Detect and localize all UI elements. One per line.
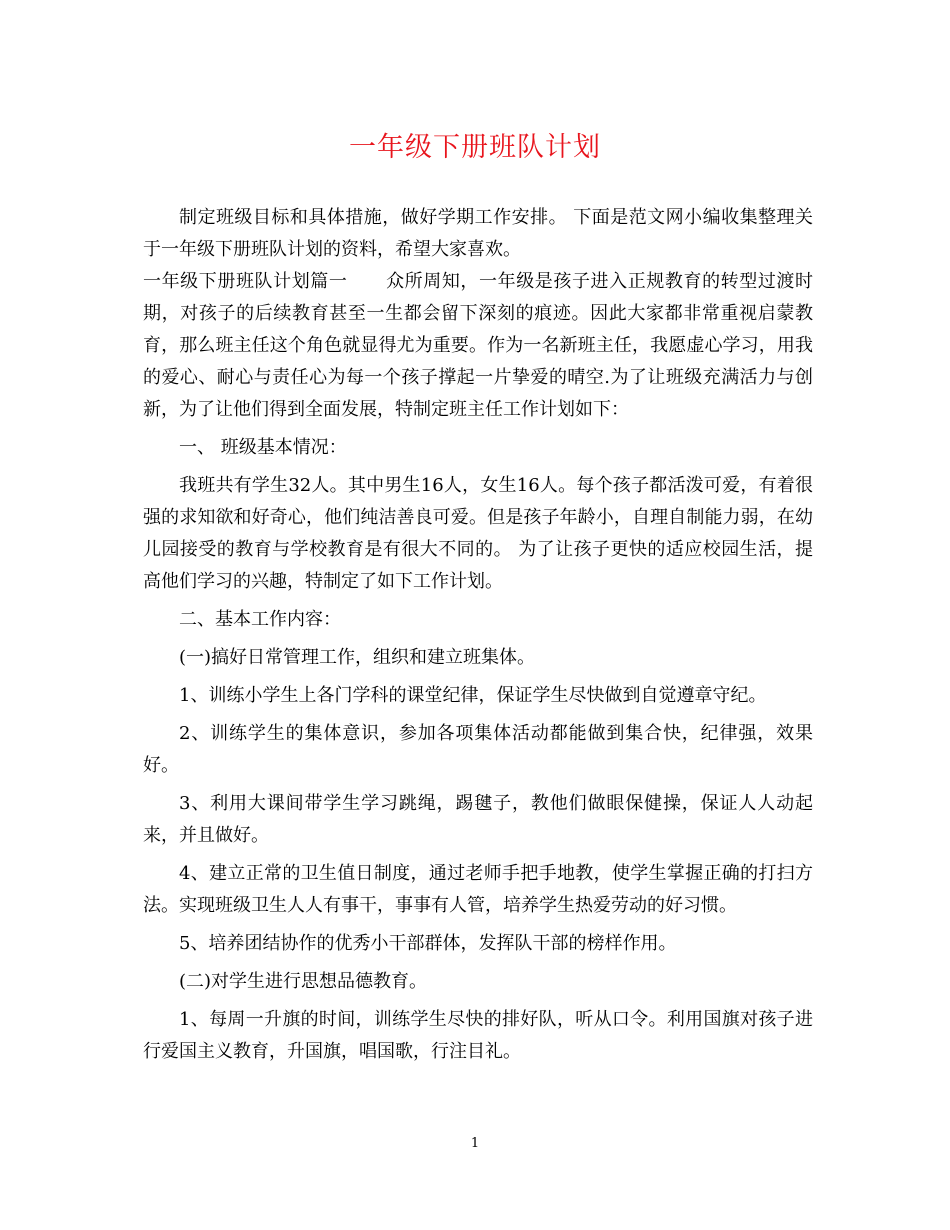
section-paragraph [143,266,813,426]
list-item-3: 3、利用大课间带学生学习跳绳，踢毽子，教他们做眼保健操，保证人人动起来，并且做好。 [143,793,813,846]
list-item-2: 2、训练学生的集体意识，参加各项集体活动都能做到集合快，纪律强，效果好。 [143,723,813,776]
subheading-daily-management: (一)搞好日常管理工作，组织和建立班集体。 [179,647,536,668]
paragraph-class-info: 我班共有学生32人。其中男生16人，女生16人。每个孩子都活泼可爱，有着很强的求知欲和好奇心，他们纯洁善良可爱。但是孩子年龄小，自理自制能力弱，在幼儿园接受的教育与学校教育是有很大不同的。 为了让孩子更快的适应校园生活，提高他们学习的兴趣，特制定了如下工作计划。 [143,475,813,592]
document-body [143,202,813,1068]
list-item-4: 4、建立正常的卫生值日制度，通过老师手把手地教，使学生掌握正确的打扫方法。实现班级卫生人人有事干，事事有人管，培养学生热爱劳动的好习惯。 [143,863,813,916]
heading-class-info: 一、 班级基本情况： [179,437,347,458]
list-item-moral-1: 1、每周一升旗的时间，训练学生尽快的排好队，听从口令。利用国旗对孩子进行爱国主义教育，升国旗，唱国歌，行注目礼。 [143,1009,813,1062]
list-item-5: 5、培养团结协作的优秀小干部群体，发挥队干部的榜样作用。 [179,933,677,954]
list-item-1: 1、训练小学生上各门学科的课堂纪律，保证学生尽快做到自觉遵章守纪。 [179,685,767,706]
section-text: 众所周知，一年级是孩子进入正规教育的转型过渡时期，对孩子的后续教育甚至一生都会留下深刻的痕迹。因此大家都非常重视启蒙教育，那么班主任这个角色就显得尤为重要。作为一名新班主任，我愿虚心学习，用我的爱心、耐心与责任心为每一个孩子撑起一片挚爱的晴空.为了让班级充满活力与创新，为了让他们得到全面发展，特制定班主任工作计划如下： [143,271,814,420]
document-title: 一年级下册班队计划 [349,132,601,163]
section-heading: 一年级下册班队计划篇一 [143,271,348,292]
page-number: 1 [470,1136,480,1151]
intro-paragraph: 制定班级目标和具体措施，做好学期工作安排。 下面是范文网小编收集整理关于一年级下册班队计划的资料，希望大家喜欢。 [143,207,813,260]
heading-work-content: 二、基本工作内容： [179,609,341,630]
subheading-moral-education: (二)对学生进行思想品德教育。 [179,971,428,992]
